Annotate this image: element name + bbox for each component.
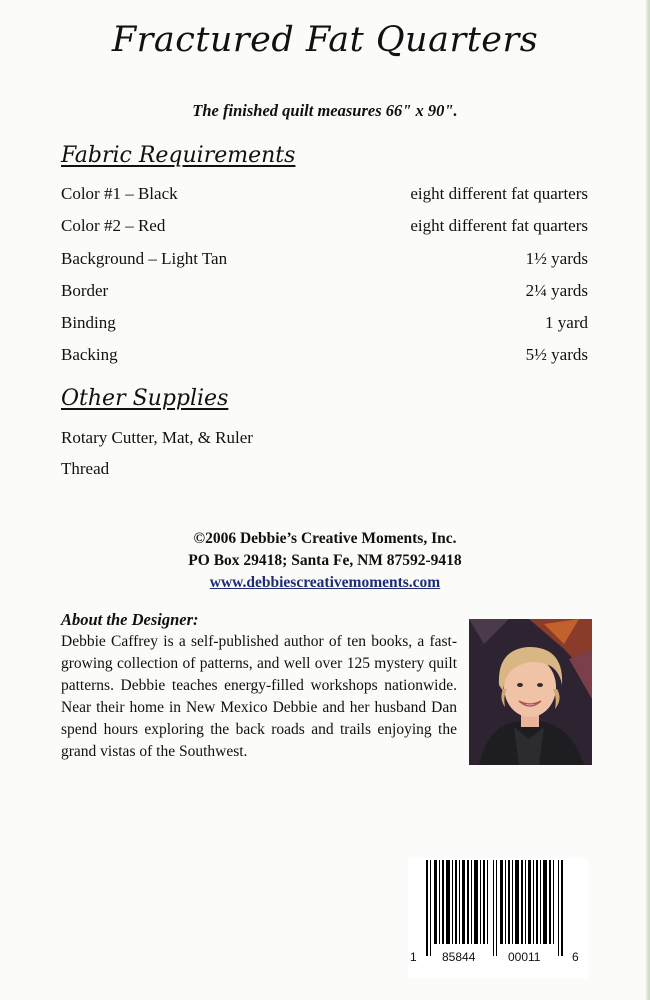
copyright-line: ©2006 Debbie’s Creative Moments, Inc. bbox=[193, 530, 457, 547]
quilt-size-note: The finished quilt measures 66" x 90". bbox=[192, 101, 458, 120]
barcode-digit-left: 1 bbox=[410, 950, 417, 964]
fabric-amount: 1 yard bbox=[545, 313, 588, 333]
fabric-amount: eight different fat quarters bbox=[410, 184, 588, 203]
fabric-item: Background – Light Tan bbox=[61, 248, 228, 268]
barcode-group-2: 00011 bbox=[508, 950, 541, 964]
designer-portrait-image bbox=[469, 619, 592, 765]
fabric-row bbox=[61, 309, 588, 341]
fabric-requirements-heading: Fabric Requirements bbox=[61, 143, 296, 168]
fabric-item: Binding bbox=[61, 313, 116, 333]
barcode-group-1: 85844 bbox=[442, 950, 476, 964]
fabric-row bbox=[61, 341, 588, 373]
about-text: Debbie Caffrey is a self-published author of ten books, a fast-growing collection of patterns, and well over 125 mystery quilt patterns. Debbie teaches energy-filled workshops nationwide. Near their home in New Mexico Debbie and her husband Dan spend hours exploring the back roads and trails enjoying the grand vistas of the Southwest. bbox=[61, 633, 457, 760]
fabric-row bbox=[61, 180, 588, 212]
fabric-amount: 2¼ yards bbox=[525, 280, 588, 300]
supply-item: Rotary Cutter, Mat, & Ruler bbox=[61, 428, 253, 447]
fabric-amount: 1½ yards bbox=[525, 248, 588, 268]
barcode-digit-right: 6 bbox=[572, 950, 579, 964]
fabric-amount: eight different fat quarters bbox=[410, 216, 588, 236]
fabric-amount: 5½ yards bbox=[525, 345, 588, 365]
fabric-row bbox=[61, 277, 588, 309]
website-link[interactable]: www.debbiescreativemoments.com bbox=[209, 574, 441, 591]
fabric-requirements-list bbox=[61, 180, 588, 374]
fabric-item: Border bbox=[61, 280, 109, 300]
other-supplies-heading: Other Supplies bbox=[61, 386, 229, 411]
fabric-item: Backing bbox=[61, 345, 118, 365]
designer-photo bbox=[469, 619, 592, 765]
about-heading: About the Designer: bbox=[61, 610, 199, 629]
supplies-list bbox=[61, 424, 253, 486]
page-edge bbox=[646, 0, 650, 1000]
fabric-item: Color #2 – Red bbox=[61, 216, 166, 236]
fabric-item: Color #1 – Black bbox=[61, 184, 178, 203]
supply-item: Thread bbox=[61, 459, 110, 478]
barcode bbox=[408, 858, 588, 978]
pattern-title: Fractured Fat Quarters bbox=[111, 20, 539, 60]
address-line: PO Box 29418; Santa Fe, NM 87592-9418 bbox=[188, 552, 462, 569]
barcode-bars bbox=[408, 858, 588, 958]
fabric-row bbox=[61, 212, 588, 244]
publisher-block bbox=[0, 528, 650, 594]
fabric-row bbox=[61, 245, 588, 277]
